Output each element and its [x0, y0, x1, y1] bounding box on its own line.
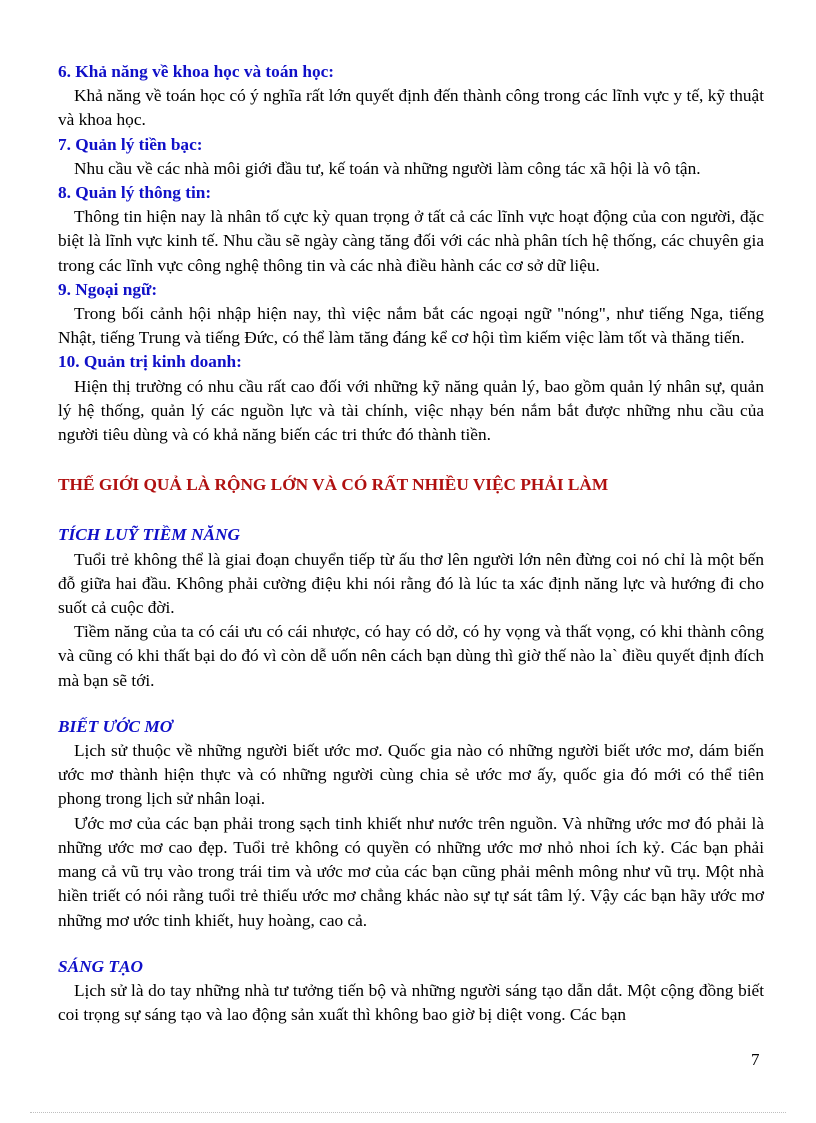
paragraph: Hiện thị trường có nhu cầu rất cao đối với những kỹ năng quản lý, bao gồm quản lý nhân sự, quản lý hệ thống, quản lý các nguồn lực và tài chính, việc nhạy bén nắm bắt được những nhu cầu của người tiêu dùng và có khả năng biến các tri thức đó thành tiền.: [58, 376, 764, 445]
paragraph: Lịch sử là do tay những nhà tư tưởng tiến bộ và những người sáng tạo dẫn dắt. Một cộng đồng biết coi trọng sự sáng tạo và lao động sản xuất thì không bao giờ bị diệt vong. Các bạn: [58, 980, 764, 1025]
section-6: [58, 60, 764, 133]
spacer: [58, 933, 764, 955]
subsection-heading: SÁNG TẠO: [58, 956, 143, 976]
section-heading: 9. Ngoại ngữ:: [58, 279, 158, 299]
spacer: [58, 497, 764, 523]
subsection-heading: BIẾT ƯỚC MƠ: [58, 716, 173, 736]
section-7: [58, 133, 764, 181]
paragraph: Nhu cầu về các nhà môi giới đầu tư, kế toán và những người làm công tác xã hội là vô tận.: [74, 158, 701, 178]
page-bottom-rule: [30, 1112, 786, 1113]
subsection-biet-uoc-mo: [58, 715, 764, 933]
subsection-sang-tao: [58, 955, 764, 1028]
section-10: [58, 350, 764, 447]
paragraph: Thông tin hiện nay là nhân tố cực kỳ quan trọng ở tất cả các lĩnh vực hoạt động của con người, đặc biệt là lĩnh vực kinh tế. Nhu cầu sẽ ngày càng tăng đối với các nhà phân tích hệ thống, các chuyên gia trong các lĩnh vực công nghệ thông tin và các nhà điều hành các cơ sở dữ liệu.: [58, 207, 764, 275]
spacer: [58, 447, 764, 473]
paragraph: Ước mơ của các bạn phải trong sạch tinh khiết như nước trên nguồn. Và những ước mơ đó phải là những ước mơ cao đẹp. Tuổi trẻ không có quyền có những ước mơ nhỏ nhoi ích kỷ. Các bạn phải mang cả vũ trụ vào trong trái tim và ước mơ của các bạn cũng phải mênh mông như vũ trụ. Một nhà hiền triết có nói rằng tuổi trẻ thiếu ước mơ chẳng khác nào sự tự sát tâm lý. Vậy các bạn hãy ước mơ những mơ ước tinh khiết, huy hoàng, cao cả.: [58, 813, 764, 930]
section-8: [58, 181, 764, 278]
section-heading: 10. Quản trị kinh doanh:: [58, 352, 242, 372]
paragraph: Trong bối cảnh hội nhập hiện nay, thì việc nắm bắt các ngoại ngữ "nóng", như tiếng Nga, tiếng Nhật, tiếng Trung và tiếng Đức, có thể làm tăng đáng kể cơ hội tìm kiếm việc làm tốt và thăng tiến.: [58, 304, 764, 348]
section-heading: 6. Khả năng về khoa học và toán học:: [58, 62, 335, 81]
paragraph: Tuổi trẻ không thể là giai đoạn chuyển tiếp từ ấu thơ lên người lớn nên đừng coi nó chỉ là một bến đỗ giữa hai đầu. Không phải cường điệu khi nói rằng đó là lúc ta xác định năng lực và hướng đi cho suốt cả cuộc đời.: [58, 549, 764, 618]
paragraph: Lịch sử thuộc về những người biết ước mơ. Quốc gia nào có những người biết ước mơ, dám biến ước mơ thành hiện thực và có những người cùng chia sẻ ước mơ ấy, quốc gia đó mới có thể tiên phong trong lịch sử nhân loại.: [58, 741, 764, 809]
paragraph: Tiềm năng của ta có cái ưu có cái nhược, có hay có dở, có hy vọng và thất vọng, có khi thành công và cũng có khi thất bại do đó vì còn dễ uốn nên cách bạn dùng thì giờ thế nào la` điều quyết định đích mà bạn sẽ tới.: [58, 622, 764, 690]
subsection-tich-luy-tiem-nang: [58, 523, 764, 692]
section-heading: 8. Quản lý thông tin:: [58, 183, 212, 203]
section-9: [58, 278, 764, 351]
section-heading: 7. Quản lý tiền bạc:: [58, 134, 203, 154]
chapter-heading: THẾ GIỚI QUẢ LÀ RỘNG LỚN VÀ CÓ RẤT NHIỀU VIỆC PHẢI LÀM: [58, 475, 609, 495]
page-content: [58, 60, 764, 1027]
page-number: 7: [751, 1050, 760, 1069]
subsection-heading: TÍCH LUỸ TIỀM NĂNG: [58, 525, 240, 545]
paragraph: Khả năng về toán học có ý nghĩa rất lớn quyết định đến thành công trong các lĩnh vực y tế, kỹ thuật và khoa học.: [58, 86, 764, 130]
spacer: [58, 693, 764, 715]
